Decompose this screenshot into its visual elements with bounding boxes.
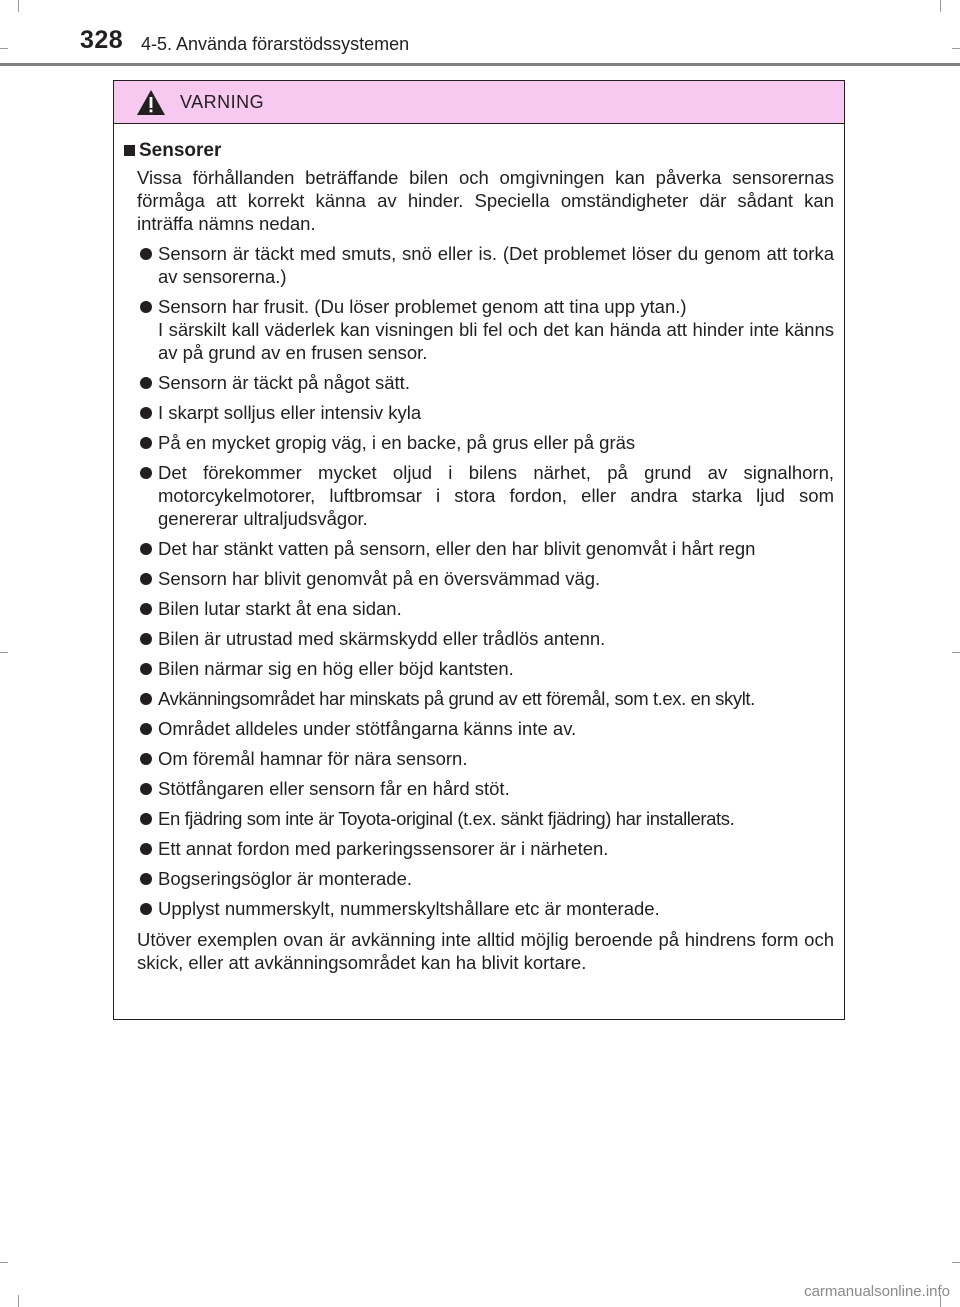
crop-mark [18, 0, 19, 12]
bullet-text: På en mycket gropig väg, i en backe, på grus eller på gräs [158, 432, 636, 453]
warning-header [114, 81, 844, 124]
bullet-text: Sensorn är täckt på något sätt. [158, 372, 410, 393]
crop-mark [0, 652, 8, 653]
bullet-dot-icon [140, 573, 152, 585]
crop-mark [0, 48, 8, 49]
header-rule [0, 63, 960, 66]
list-item [124, 807, 834, 830]
warning-triangle-icon [136, 89, 166, 116]
bullet-text: Upplyst nummerskylt, nummerskyltshållare etc är monterade. [158, 898, 660, 919]
crop-mark [0, 1262, 8, 1263]
bullet-text: Det har stänkt vatten på sensorn, eller den har blivit genomvåt i hårt regn [158, 538, 756, 559]
crop-mark [18, 1295, 19, 1307]
bullet-text: Området alldeles under stötfångarna känns inte av. [158, 718, 577, 739]
list-item [124, 777, 834, 800]
bullet-dot-icon [140, 543, 152, 555]
bullet-text: Bilen närmar sig en hög eller böjd kantsten. [158, 658, 514, 679]
bullet-text: Det förekommer mycket oljud i bilens närhet, på grund av signalhorn, motorcykelmotorer, luftbromsar i stora fordon, eller andra starka ljud som genererar ultraljudsvågor. [158, 462, 834, 529]
list-item [124, 867, 834, 890]
crop-mark [952, 1262, 960, 1263]
list-item [124, 747, 834, 770]
list-item [124, 461, 834, 530]
section-title: 4-5. Använda förarstödssystemen [141, 34, 410, 54]
list-item [124, 295, 834, 364]
crop-mark [952, 652, 960, 653]
bullet-text: Sensorn har blivit genomvåt på en översvämmad väg. [158, 568, 601, 589]
bullet-dot-icon [140, 377, 152, 389]
bullet-text: Bogseringsöglor är monterade. [158, 868, 413, 889]
bullet-dot-icon [140, 301, 152, 313]
bullet-dot-icon [140, 467, 152, 479]
bullet-text: Ett annat fordon med parkeringssensorer är i närheten. [158, 838, 609, 859]
bullet-text: Sensorn är täckt med smuts, snö eller is. (Det problemet löser du genom att torka av sensorerna.) [158, 243, 834, 287]
subheading-text: Sensorer [139, 140, 222, 161]
list-item [124, 627, 834, 650]
bullet-dot-icon [140, 633, 152, 645]
list-item [124, 371, 834, 394]
bullet-dot-icon [140, 248, 152, 260]
list-item [124, 837, 834, 860]
bullet-text: Stötfångaren eller sensorn får en hård stöt. [158, 778, 510, 799]
warning-label: VARNING [180, 91, 265, 112]
bullet-text: I skarpt solljus eller intensiv kyla [158, 402, 422, 423]
subheading [124, 139, 834, 162]
list-item [124, 431, 834, 454]
intro-paragraph: Vissa förhållanden beträffande bilen och omgivningen kan påverka sensorernas förmåga att korrekt känna av hinder. Speciella omständigheter där sådant kan inträffa nämns nedan. [137, 167, 834, 234]
crop-mark [940, 0, 941, 12]
page-number: 328 [80, 26, 124, 54]
warning-box [113, 80, 845, 1020]
bullet-dot-icon [140, 813, 152, 825]
bullet-text: Om föremål hamnar för nära sensorn. [158, 748, 468, 769]
bullet-text: Bilen är utrustad med skärmskydd eller trådlös antenn. [158, 628, 606, 649]
bullet-dot-icon [140, 693, 152, 705]
bullet-text: Bilen lutar starkt åt ena sidan. [158, 598, 402, 619]
list-item [124, 717, 834, 740]
list-item [124, 242, 834, 288]
warning-body [114, 124, 844, 974]
bullet-text: Avkänningsområdet har minskats på grund av ett föremål, som t.ex. en skylt. [158, 688, 755, 709]
watermark: carmanualsonline.info [804, 1283, 950, 1300]
bullet-dot-icon [140, 603, 152, 615]
bullet-dot-icon [140, 753, 152, 765]
bullet-dot-icon [140, 723, 152, 735]
bullet-list [124, 242, 834, 920]
square-bullet-icon [124, 145, 135, 156]
bullet-dot-icon [140, 903, 152, 915]
list-item [124, 537, 834, 560]
list-item [124, 597, 834, 620]
bullet-dot-icon [140, 663, 152, 675]
bullet-dot-icon [140, 407, 152, 419]
list-item [124, 897, 834, 920]
crop-mark [952, 48, 960, 49]
bullet-dot-icon [140, 873, 152, 885]
bullet-dot-icon [140, 437, 152, 449]
bullet-dot-icon [140, 843, 152, 855]
list-item [124, 567, 834, 590]
bullet-dot-icon [140, 783, 152, 795]
bullet-text: Sensorn har frusit. (Du löser problemet genom att tina upp ytan.) I särskilt kall väderlek kan visningen bli fel och det kan hända att hinder inte känns av på grund av en frusen sensor. [158, 296, 834, 363]
closing-paragraph: Utöver exemplen ovan är avkänning inte alltid möjlig beroende på hindrens form och skick, eller att avkänningsområdet kan ha blivit kortare. [137, 929, 834, 973]
list-item [124, 657, 834, 680]
bullet-text: En fjädring som inte är Toyota-original (t.ex. sänkt fjädring) har installerats. [158, 808, 735, 829]
list-item [124, 687, 834, 710]
list-item [124, 401, 834, 424]
